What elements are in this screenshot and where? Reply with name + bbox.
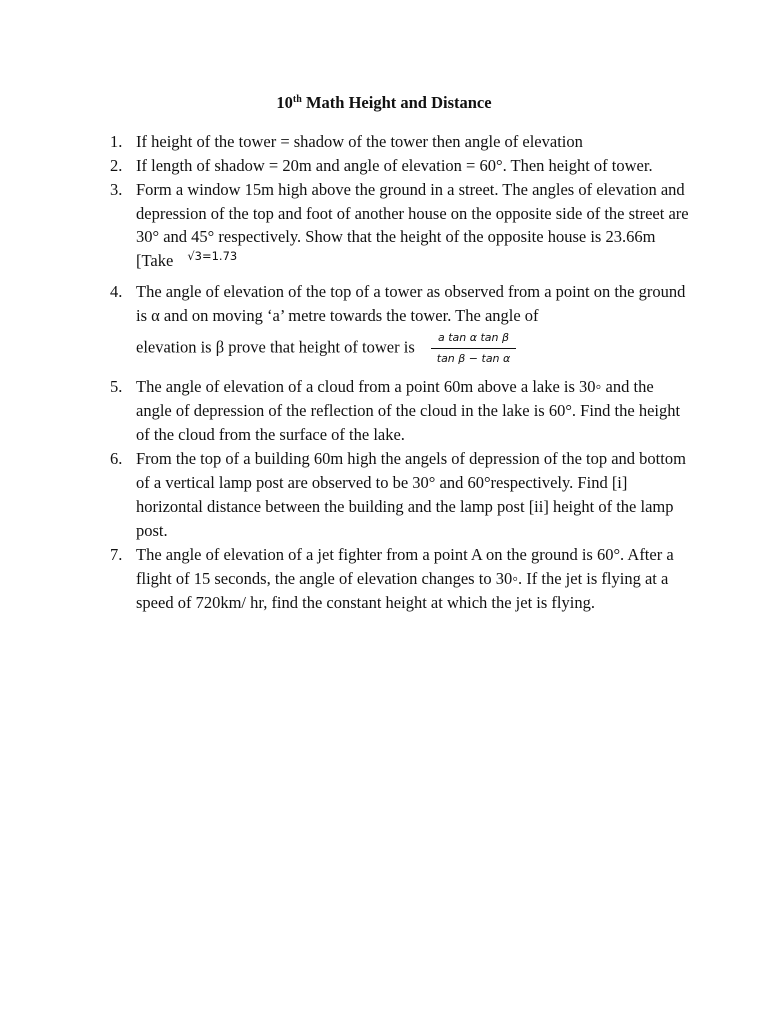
sqrt3-formula: √3=1.73 [187,248,238,263]
fraction-numerator: a tan α tan β [431,330,517,349]
fraction-denominator: tan β − tan α [436,352,511,365]
question-number: 2. [110,156,123,175]
question-2 [110,154,690,178]
question-number: 7. [110,545,123,564]
question-1 [110,130,690,154]
question-text-continued: elevation is β prove that height of tower is [136,337,415,357]
page-title [0,93,768,113]
question-text: The angle of elevation of the top of a tower as observed from a point on the ground is α and on moving ‘a’ metre towards the tower. The angle of [136,282,686,325]
title-text: Math Height and Distance [301,93,492,112]
question-list [110,130,690,615]
question-7 [110,543,690,615]
question-text: If height of the tower = shadow of the tower then angle of elevation [136,132,583,151]
question-text: Form a window 15m high above the ground in a street. The angles of elevation and depression of the top and foot of another house on the opposite side of the street are 30° and 45° respectively. Show that the height of the opposite house is 23.66m [Take [136,180,689,270]
question-number: 6. [110,449,123,468]
question-text: The angle of elevation of a jet fighter from a point A on the ground is 60°. After a flight of 15 seconds, the angle of elevation changes to 30◦. If the jet is flying at a speed of 720km/ hr, find the constant height at which the jet is flying. [136,545,674,612]
question-text: The angle of elevation of a cloud from a point 60m above a lake is 30◦ and the angle of depression of the reflection of the cloud in the lake is 60°. Find the height of the cloud from the surface of the lake. [136,377,681,444]
question-6 [110,447,690,543]
question-3 [110,178,690,274]
question-text: If length of shadow = 20m and angle of elevation = 60°. Then height of tower. [136,156,653,175]
question-text: From the top of a building 60m high the angels of depression of the top and bottom of a vertical lamp post are observed to be 30° and 60°respectively. Find [i] horizontal distance between the building and the lamp post [ii] height of the lamp post. [136,449,686,540]
height-formula-fraction [431,330,517,367]
question-number: 4. [110,282,123,301]
question-5 [110,375,690,447]
question-number: 1. [110,132,123,151]
title-superscript: th [292,94,302,105]
title-number: 10 [276,93,293,112]
question-number: 3. [110,180,123,199]
question-number: 5. [110,377,123,396]
question-4-continuation [136,330,690,367]
question-4 [110,280,690,367]
